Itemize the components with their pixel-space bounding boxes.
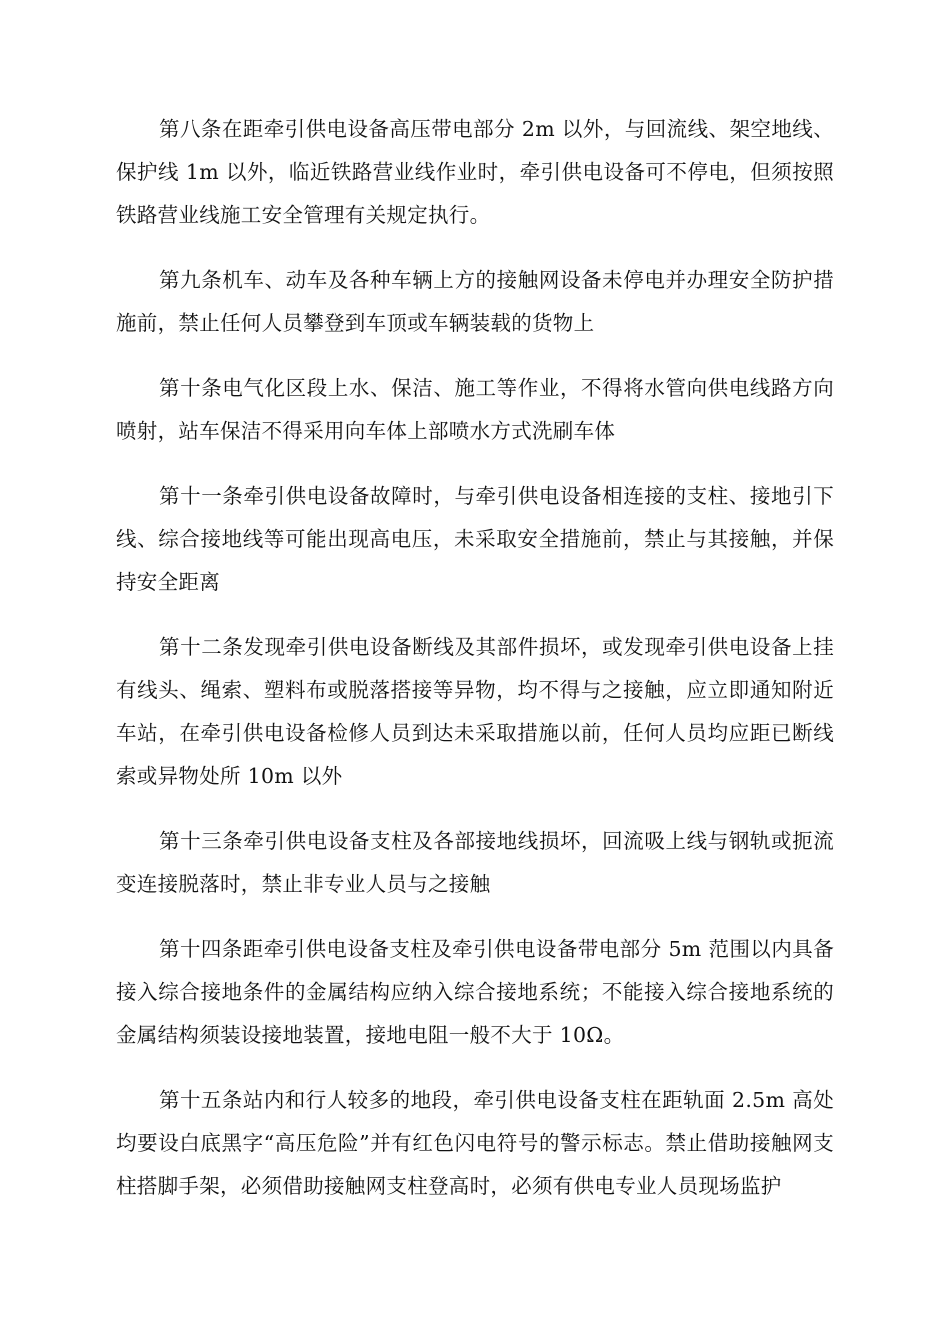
article-11-paragraph: 第十一条牵引供电设备故障时，与牵引供电设备相连接的支柱、接地引下线、综合接地线等可能出现高电压，未采取安全措施前，禁止与其接触，并保持安全距离 bbox=[116, 484, 834, 594]
document-body bbox=[116, 108, 834, 1230]
article-14-paragraph: 第十四条距牵引供电设备支柱及牵引供电设备带电部分 5m 范围以内具备接入综合接地条件的金属结构应纳入综合接地系统；不能接入综合接地系统的金属结构须装设接地装置，接地电阻一般不大于 10Ω。 bbox=[116, 937, 834, 1047]
article-13-paragraph: 第十三条牵引供电设备支柱及各部接地线损坏，回流吸上线与钢轨或扼流变连接脱落时，禁止非专业人员与之接触 bbox=[116, 829, 834, 896]
article-12-paragraph: 第十二条发现牵引供电设备断线及其部件损坏，或发现牵引供电设备上挂有线头、绳索、塑料布或脱落搭接等异物，均不得与之接触，应立即通知附近车站，在牵引供电设备检修人员到达未采取措施以前，任何人员均应距已断线索或异物处所 10m 以外 bbox=[116, 635, 834, 788]
article-9-paragraph: 第九条机车、动车及各种车辆上方的接触网设备未停电并办理安全防护措施前，禁止任何人员攀登到车顶或车辆装载的货物上 bbox=[116, 268, 834, 335]
article-15-paragraph: 第十五条站内和行人较多的地段，牵引供电设备支柱在距轨面 2.5m 高处均要设白底黑字“高压危险”并有红色闪电符号的警示标志。禁止借助接触网支柱搭脚手架，必须借助接触网支柱登高时，必须有供电专业人员现场监护 bbox=[116, 1088, 834, 1198]
article-10-paragraph: 第十条电气化区段上水、保洁、施工等作业，不得将水管向供电线路方向喷射，站车保洁不得采用向车体上部喷水方式洗刷车体 bbox=[116, 376, 834, 443]
article-8-paragraph: 第八条在距牵引供电设备高压带电部分 2m 以外，与回流线、架空地线、保护线 1m 以外，临近铁路营业线作业时，牵引供电设备可不停电，但须按照铁路营业线施工安全管理有关规定执行。 bbox=[116, 117, 834, 227]
